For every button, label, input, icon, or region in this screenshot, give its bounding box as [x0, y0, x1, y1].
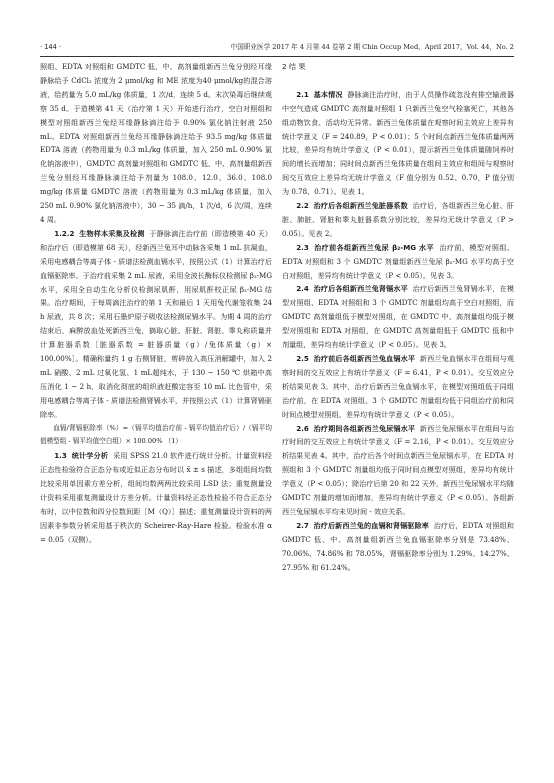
section-title: 基本情况	[313, 89, 343, 99]
section-2-5	[282, 352, 514, 422]
section-text: 治疗后，EDTA 对照组和 GMDTC 低、中、高剂量组新西兰兔血镉驱除率分别是 73.48%、70.06%、74.86% 和 78.05%，肾镉驱除率分别为 1.29%、14.27%、27.95% 和 61.24%。	[282, 520, 514, 572]
section-text: 治疗后，各组新西兰兔心脏、肝脏、肺脏、肾脏和睾丸脏器系数分别比较，差异均无统计学意义（P > 0.05）。见表 2。	[282, 201, 515, 238]
section-2-2	[282, 199, 514, 241]
section-title: 生物样本采集及检测	[79, 228, 145, 238]
section-number: 2.2	[296, 201, 309, 211]
section-2-7	[282, 519, 514, 575]
section-title: 统计学分析	[71, 451, 109, 461]
section-number: 2.6	[296, 423, 309, 433]
section-number: 2.7	[296, 520, 309, 530]
header-rule	[40, 56, 514, 57]
section-number: 2.3	[296, 242, 309, 252]
spacer	[282, 74, 514, 88]
section-number: 2.5	[296, 354, 309, 364]
right-column	[282, 60, 514, 575]
section-2-1	[282, 88, 514, 199]
section-number: 1.2.2	[54, 228, 75, 238]
formula-1: 血镉/肾镉驱除率（%）=（镉平均值治疗前 - 镉平均值治疗后）/（镉平均值模型组 - 镉平均值空白组）× 100.00% （1）	[40, 423, 272, 446]
section-text: 新西兰兔血镉水平在组间与观察时间的交互效应上有统计学意义（F = 6.41，P < 0.01）。交互效应分析结果见表 3。其中，治疗后新西兰兔血镉水平，在模型对照组低于同组治疗前，在 EDTA 对照组、3 个 GMDTC 剂量组均低于同组治疗前和同时间点模型对照组，差异均有统计学意义（P < 0.05）。	[282, 354, 515, 419]
section-2-6	[282, 422, 514, 519]
method-paragraph: 照组、EDTA 对照组和 GMDTC 低、中、高剂量组新西兰兔分别经耳缘静脉给予 CdCl₂ 浓度为 2 μmol/kg 和 ME 浓度为40 μmol/kg的混合溶液，给药量为 5.0 mL/kg 体质量，1 次/d，连续 5 d。末次染毒后继续观察 35 d。于造模第 41 天（治疗第 1 天）开始进行治疗，空白对照组和模型对照组新西兰兔经耳缘静脉滴注给予 0.90% 氯化钠注射液 250 mL。EDTA 对照组新西兰兔经耳缘静脉滴注给予 93.5 mg/kg 体质量EDTA 溶液（药物用量为 0.3 mL/kg 体质量，加入 250 mL 0.90% 氯化钠溶液中），GMDTC 高剂量对照组和 GMDTC 低、中、高剂量组新西兰兔分别经耳缘静脉滴注给予剂量为 108.0、12.0、36.0、108.0 mg/kg 体质量 GMDTC 溶液（药物用量为 0.3 mL/kg 体质量，加入 250 mL 0.90% 氯化钠溶液中），30 ~ 35 滴/h，1 次/d，6 次/周，连续 4 周。	[40, 62, 272, 224]
running-header	[40, 40, 514, 54]
section-number: 1.3	[54, 451, 67, 461]
section-title: 治疗后各组新西兰兔肾镉水平	[313, 284, 408, 294]
section-1-3	[40, 449, 272, 546]
section-2-4	[282, 282, 514, 352]
section-text: 新西兰兔尿镉水平在组间与治疗时间的交互效应上有统计学意义（F = 2.16，P < 0.01）。交互效应分析结果见表 4。其中，治疗后各个时间点新西兰兔尿镉水平，在 EDTA 对照组和 3 个 GMDTC 剂量组均低于同时间点模型对照组，差异均有统计学意义（P < 0.05）；除治疗后第 20 和 22 天外，新西兰兔尿镉水平均随 GMDTC 剂量的增加而增加，差异均有统计学意义（P < 0.05）。各组新西兰兔尿镉水平均未见时间 - 效应关系。	[282, 423, 515, 516]
section-text: 治疗前，模型对照组、EDTA 对照组和 3 个 GMDTC 剂量组新西兰兔尿 β₂-MG 水平均高于空白对照组，差异均有统计学意义（P < 0.05）。见表 3。	[282, 242, 514, 280]
section-1-2-2	[40, 227, 272, 422]
section-title: 治疗后新西兰兔的血镉和肾镉驱除率	[313, 520, 429, 530]
section-text: 治疗后新西兰兔肾镉水平，在模型对照组、EDTA 对照组和 3 个 GMDTC 剂量组均高于空白对照组，而 GMDTC 高剂量组低于模型对照组，在 GMDTC 中、高剂量组均低于模型对照组和 EDTA 对照组，在 GMDTC 高剂量组低于 GMDTC 低和中剂量组，差异均有统计学意义（P < 0.05）。见表 3。	[282, 284, 515, 350]
section-title: 治疗前后各组新西兰兔血镉水平	[313, 354, 416, 364]
section-text: 采用 SPSS 21.0 软件进行统计分析。计量资料经正态性检验符合正态分布或近似正态分布时以 x̄ ± s 描述，多组组间均数比较采用单因素方差分析，组间均数两两比较采用 LSD 法；重复测量设计资料采用重复测量设计方差分析。计量资料经正态性检验不符合正态分布时，以中位数和四分位数间距［M（Q）］描述；重复测量设计资料的两因素非参数分析采用基于秩次的 Scheirer-Ray-Hare 检验。检验水准 α = 0.05（双侧）。	[40, 451, 273, 544]
section-title: 治疗后各组新西兰兔脏器系数	[313, 201, 408, 211]
section-2-3	[282, 241, 514, 283]
page-number: · 144 ·	[40, 43, 61, 51]
section-text: 静脉滴注治疗时，由于人员操作疏忽没有排空输液器中空气造成 GMDTC 高剂量对照组 1 只新西兰兔空气栓塞死亡，其他各组动物饮食、活动均无异常。新西兰兔体质量在观察时间主效应上差异有统计学意义（F = 240.89，P < 0.01）；5 个时间点新西兰兔体质量两两比较，差异均有统计学意义（P < 0.01），提示新西兰兔体质量随饲养时间的增长而增加；同时间点新西兰兔体质量在组间主效应和组间与观察时间交互效应上差异均无统计学意义（F 值分别为 0.52、0.70，P 值分别为 0.78、0.71）。见表 1。	[282, 89, 515, 197]
section-number: 2.1	[296, 89, 309, 99]
section-number: 2.4	[296, 284, 309, 294]
results-heading: 2 结 果	[282, 62, 306, 71]
section-text: 于静脉滴注治疗前（即造模第 40 天）和治疗后（即造模第 68 天），经新西兰兔耳中动脉各采集 1 mL 抗凝血，采用电感耦合等离子体 - 质谱法检测血镉水平，按照公式（1）计算治疗后血镉驱除率。于治疗前采集 2 mL 尿液，采用全波长酶标仪检测尿 β₂-MG 水平，采用全自动生化分析仪检测尿肌酐，用尿肌酐校正尿 β₂-MG 结果。治疗期间，于每周滴注治疗的第 1 天和最后 1 天用兔代谢笼收集 24 h 尿液，共 8 次；采用石墨炉原子吸收法检测尿镉水平。为期 4 周的治疗结束后，麻醉放血处死新西兰兔，摘取心脏、肝脏、肾脏、睾丸称质量并计算脏器系数［脏器系数 = 脏器质量（g）/兔体质量（g）× 100.00%］。精确称量约 1 g 右侧肾脏，剪碎放入高压消解罐中，加入 2 mL 硝酸、2 mL 过氧化氢、1 mL超纯水，于 130 ~ 150 ℃ 烘箱中高压消化 1 ~ 2 h，取消化彻底的组织液赶酸定容至 10 mL 比色管中，采用电感耦合等离子体 - 质谱法检测肾镉水平，并按照公式（1）计算肾镉驱除率。	[40, 228, 272, 419]
section-title: 治疗期间各组新西兰兔尿镉水平	[313, 423, 416, 433]
journal-citation: 中国职业医学 2017 年 4 月第 44 卷第 2 期 Chin Occup Med，April 2017，Vol. 44，No. 2	[230, 43, 514, 51]
left-column	[40, 60, 272, 547]
section-title: 治疗前各组新西兰兔尿 β₂-MG 水平	[314, 242, 434, 252]
